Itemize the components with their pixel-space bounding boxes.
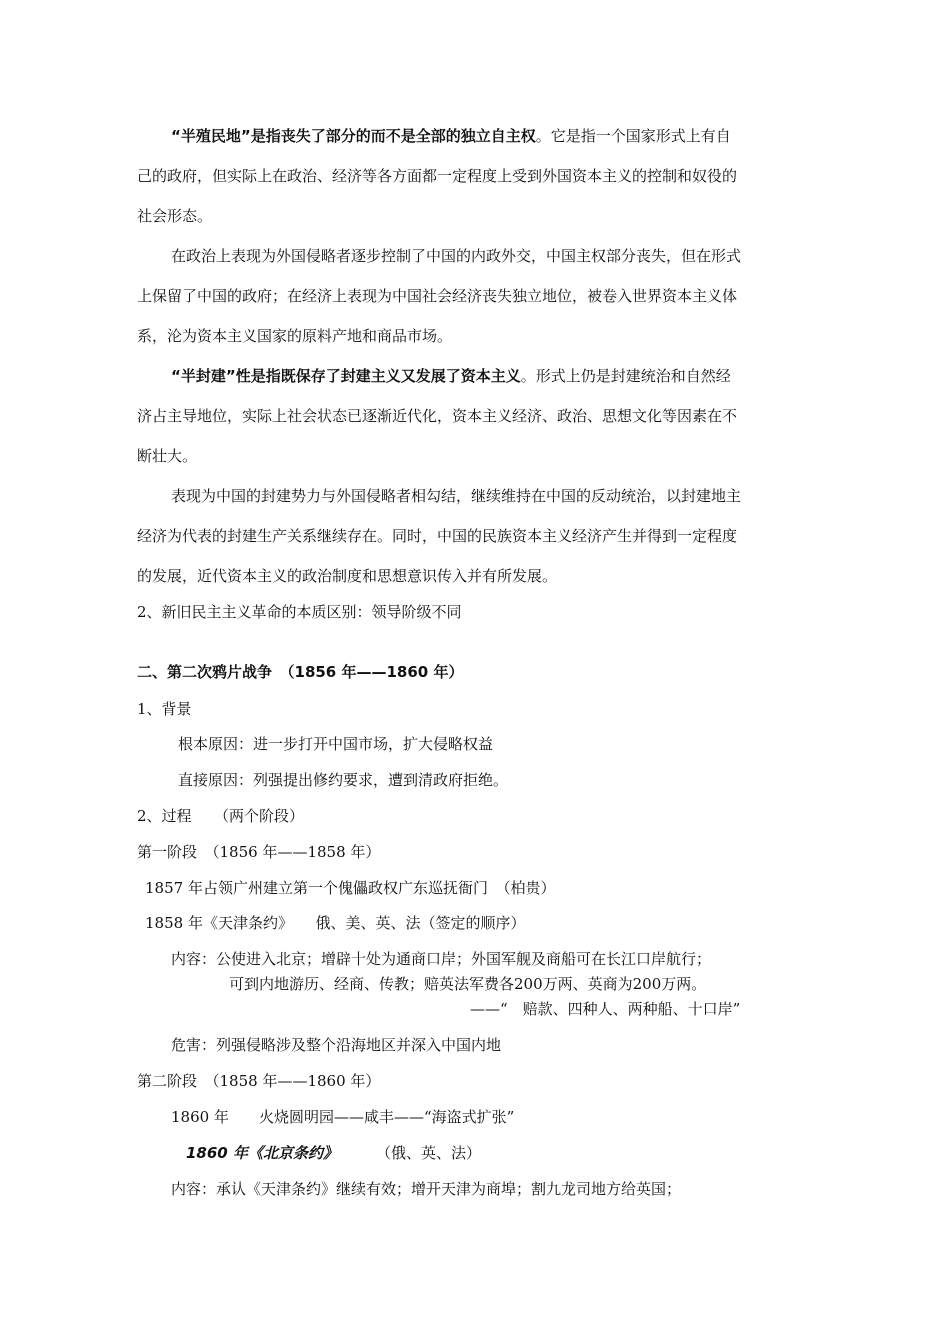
stage-two-event-1860: 1860 年 火烧圆明园——咸丰——“海盗式扩张”	[171, 1108, 515, 1126]
beijing-treaty-title: 1860 年《北京条约》	[186, 1144, 338, 1162]
stage-one-event-1857: 1857 年占领广州建立第一个傀儡政权广东巡抚衙门 （柏贵）	[145, 879, 556, 897]
root-cause: 根本原因：进一步打开中国市场，扩大侵略权益	[178, 735, 494, 753]
process-label: 2、过程 （两个阶段）	[137, 807, 305, 825]
stage-one-event-1858: 1858 年《天津条约》 俄、美、英、法（签定的顺序）	[145, 914, 526, 932]
background-label: 1、背景	[137, 700, 192, 718]
paragraph-semi-feudal-line-3: 断壮大。	[137, 447, 198, 465]
section-heading-second-opium-war: 二、第二次鸦片战争 （1856 年——1860 年）	[137, 663, 464, 681]
stage-one-heading: 第一阶段 （1856 年——1858 年）	[137, 843, 381, 861]
semi-colonial-definition: “半殖民地”是指丧失了部分的而不是全部的独立自主权	[171, 127, 536, 145]
paragraph-political-line-3: 系，沦为资本主义国家的原料产地和商品市场。	[137, 327, 453, 345]
beijing-treaty-line	[186, 1143, 481, 1163]
beijing-treaty-parties: （俄、英、法）	[375, 1144, 481, 1162]
paragraph-semi-colonial-line-3: 社会形态。	[137, 207, 213, 225]
stage-two-heading: 第二阶段 （1858 年——1860 年）	[137, 1072, 381, 1090]
treaty-content-line-1: 内容：公使进入北京；增辟十处为通商口岸；外国军舰及商船可在长江口岸航行；	[171, 950, 712, 968]
direct-cause: 直接原因：列强提出修约要求，遭到清政府拒绝。	[178, 771, 509, 789]
paragraph-political-line-1: 在政治上表现为外国侵略者逐步控制了中国的内政外交，中国主权部分丧失，但在形式	[171, 247, 742, 265]
paragraph-semi-feudal-line-1	[171, 366, 731, 386]
stage-one-harm: 危害：列强侵略涉及整个沿海地区并深入中国内地	[171, 1036, 502, 1054]
item-revolution-difference: 2、新旧民主主义革命的本质区别：领导阶级不同	[137, 603, 462, 621]
paragraph-feudal-forces-line-1: 表现为中国的封建势力与外国侵略者相勾结，继续维持在中国的反动统治，以封建地主	[171, 487, 742, 505]
treaty-content-summary: ——“ 赔款、四种人、两种船、十口岸”	[470, 1000, 741, 1018]
beijing-treaty-content: 内容：承认《天津条约》继续有效；增开天津为商埠；割九龙司地方给英国；	[171, 1180, 682, 1198]
treaty-content-line-2: 可到内地游历、经商、传教；赔英法军费各200万两、英商为200万两。	[229, 975, 707, 993]
paragraph-text: 。形式上仍是封建统治和自然经	[520, 367, 731, 385]
paragraph-political-line-2: 上保留了中国的政府；在经济上表现为中国社会经济丧失独立地位，被卷入世界资本主义体	[137, 287, 738, 305]
paragraph-feudal-forces-line-2: 经济为代表的封建生产关系继续存在。同时，中国的民族资本主义经济产生并得到一定程度	[137, 527, 738, 545]
paragraph-text: 。它是指一个国家形式上有自	[535, 127, 731, 145]
paragraph-feudal-forces-line-3: 的发展，近代资本主义的政治制度和思想意识传入并有所发展。	[137, 567, 558, 585]
semi-feudal-definition: “半封建”性是指既保存了封建主义又发展了资本主义	[171, 367, 521, 385]
paragraph-semi-feudal-line-2: 济占主导地位，实际上社会状态已逐渐近代化，资本主义经济、政治、思想文化等因素在不	[137, 407, 738, 425]
paragraph-semi-colonial-line-2: 己的政府，但实际上在政治、经济等各方面都一定程度上受到外国资本主义的控制和奴役的	[137, 167, 738, 185]
paragraph-semi-colonial-line-1	[171, 126, 731, 146]
